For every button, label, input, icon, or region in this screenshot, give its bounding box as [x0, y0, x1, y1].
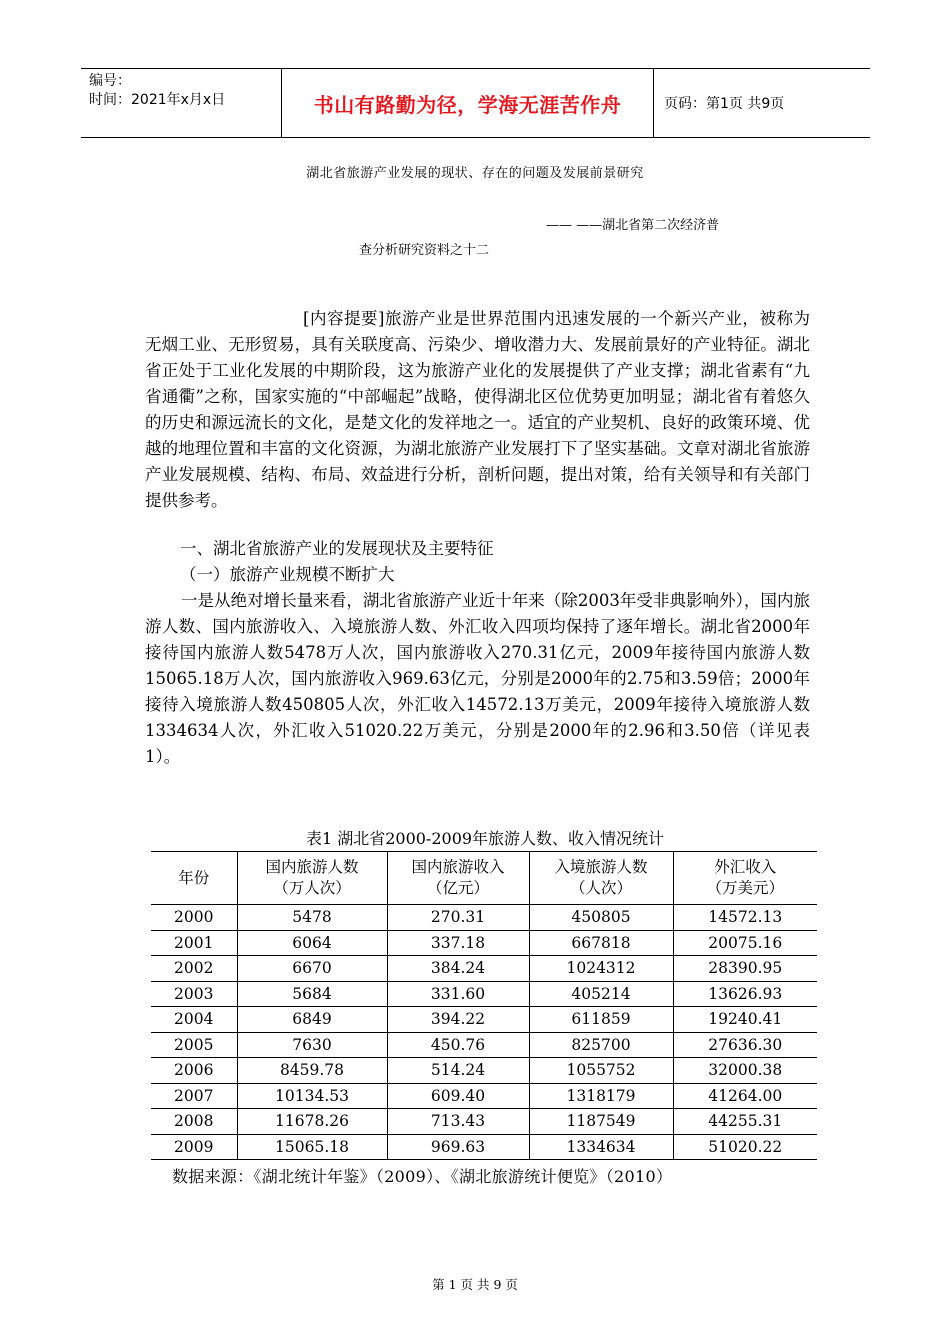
cell-domestic-revenue: 394.22 [387, 1007, 529, 1033]
cell-year: 2002 [151, 956, 237, 982]
cell-forex-revenue: 27636.30 [673, 1032, 817, 1058]
column-header-domestic-visitors: 国内旅游人数 （万人次） [237, 852, 387, 905]
page-footer: 第 1 页 共 9 页 [432, 1277, 518, 1292]
cell-forex-revenue: 51020.22 [673, 1134, 817, 1160]
cell-year: 2007 [151, 1083, 237, 1109]
cell-forex-revenue: 32000.38 [673, 1058, 817, 1084]
cell-domestic-revenue: 713.43 [387, 1109, 529, 1135]
table-header-row [151, 852, 817, 905]
cell-domestic-revenue: 384.24 [387, 956, 529, 982]
table-row [151, 930, 817, 956]
document-subtitle-line1: —— ——湖北省第二次经济普 [546, 218, 720, 233]
cell-domestic-revenue: 450.76 [387, 1032, 529, 1058]
header-page-info: 页码：第1页 共9页 [664, 96, 785, 112]
cell-domestic-visitors: 15065.18 [237, 1134, 387, 1160]
section-heading: 一、湖北省旅游产业的发展现状及主要特征 [180, 539, 494, 558]
cell-forex-revenue: 28390.95 [673, 956, 817, 982]
table-row [151, 1007, 817, 1033]
cell-domestic-revenue: 270.31 [387, 905, 529, 931]
cell-forex-revenue: 13626.93 [673, 981, 817, 1007]
cell-domestic-revenue: 337.18 [387, 930, 529, 956]
table-caption: 表1 湖北省2000-2009年旅游人数、收入情况统计 [305, 829, 665, 848]
cell-year: 2008 [151, 1109, 237, 1135]
body-paragraph: 一是从绝对增长量来看，湖北省旅游产业近十年来（除2003年受非典影响外），国内旅游人数、国内旅游收入、入境旅游人数、外汇收入四项均保持了逐年增长。湖北省2000年接待国内旅游人数5478万人次，国内旅游收入270.31亿元，2009年接待国内旅游人数15065.18万人次，国内旅游收入969.63亿元，分别是2000年的2.75和3.59倍；2000年接待入境旅游人数450805人次，外汇收入14572.13万美元，2009年接待入境旅游人数1334634人次，外汇收入51020.22万美元，分别是2000年的2.96和3.50倍（详见表1）。 [145, 591, 810, 766]
cell-inbound-visitors: 1024312 [529, 956, 673, 982]
cell-domestic-visitors: 5478 [237, 905, 387, 931]
abstract-paragraph: [内容提要]旅游产业是世界范围内迅速发展的一个新兴产业，被称为无烟工业、无形贸易，具有关联度高、污染少、增收潜力大、发展前景好的产业特征。湖北省正处于工业化发展的中期阶段，这为旅游产业化的发展提供了产业支撑；湖北省素有“九省通衢”之称，国家实施的“中部崛起”战略，使得湖北区位优势更加明显；湖北省有着悠久的历史和源远流长的文化，是楚文化的发祥地之一。适宜的产业契机、良好的政策环境、优越的地理位置和丰富的文化资源，为湖北旅游产业发展打下了坚实基础。文章对湖北省旅游产业发展规模、结构、布局、效益进行分析，剖析问题，提出对策，给有关领导和有关部门提供参考。 [145, 309, 810, 510]
cell-domestic-visitors: 8459.78 [237, 1058, 387, 1084]
table-row [151, 1058, 817, 1084]
header-meta [81, 69, 282, 137]
cell-forex-revenue: 20075.16 [673, 930, 817, 956]
cell-year: 2006 [151, 1058, 237, 1084]
table-row [151, 1109, 817, 1135]
cell-forex-revenue: 19240.41 [673, 1007, 817, 1033]
cell-inbound-visitors: 825700 [529, 1032, 673, 1058]
column-header-year: 年份 [151, 852, 237, 905]
cell-inbound-visitors: 405214 [529, 981, 673, 1007]
cell-year: 2009 [151, 1134, 237, 1160]
cell-forex-revenue: 41264.00 [673, 1083, 817, 1109]
header-motto: 书山有路勤为径，学海无涯苦作舟 [282, 69, 654, 137]
cell-domestic-visitors: 10134.53 [237, 1083, 387, 1109]
column-header-domestic-revenue: 国内旅游收入 （亿元） [387, 852, 529, 905]
cell-inbound-visitors: 667818 [529, 930, 673, 956]
cell-domestic-revenue: 609.40 [387, 1083, 529, 1109]
cell-year: 2005 [151, 1032, 237, 1058]
table-row [151, 1083, 817, 1109]
cell-year: 2004 [151, 1007, 237, 1033]
cell-domestic-revenue: 331.60 [387, 981, 529, 1007]
time-label: 时间：2021年x月x日 [89, 92, 226, 108]
cell-forex-revenue: 44255.31 [673, 1109, 817, 1135]
cell-domestic-visitors: 6849 [237, 1007, 387, 1033]
document-subtitle-line2: 查分析研究资料之十二 [359, 243, 490, 258]
table-row [151, 1032, 817, 1058]
cell-domestic-visitors: 6064 [237, 930, 387, 956]
cell-year: 2003 [151, 981, 237, 1007]
table-row [151, 981, 817, 1007]
cell-domestic-revenue: 969.63 [387, 1134, 529, 1160]
cell-inbound-visitors: 1055752 [529, 1058, 673, 1084]
cell-inbound-visitors: 611859 [529, 1007, 673, 1033]
column-header-forex-revenue: 外汇收入 （万美元） [673, 852, 817, 905]
cell-domestic-visitors: 11678.26 [237, 1109, 387, 1135]
cell-domestic-revenue: 514.24 [387, 1058, 529, 1084]
cell-domestic-visitors: 5684 [237, 981, 387, 1007]
cell-inbound-visitors: 1187549 [529, 1109, 673, 1135]
document-title: 湖北省旅游产业发展的现状、存在的问题及发展前景研究 [306, 166, 644, 181]
cell-forex-revenue: 14572.13 [673, 905, 817, 931]
table-row [151, 1134, 817, 1160]
table-body [151, 905, 817, 1160]
cell-inbound-visitors: 1334634 [529, 1134, 673, 1160]
cell-inbound-visitors: 1318179 [529, 1083, 673, 1109]
cell-domestic-visitors: 7630 [237, 1032, 387, 1058]
cell-domestic-visitors: 6670 [237, 956, 387, 982]
tourism-statistics-table [151, 851, 817, 1160]
cell-inbound-visitors: 450805 [529, 905, 673, 931]
data-source-note: 数据来源：《湖北统计年鉴》（2009）、《湖北旅游统计便览》（2010） [172, 1167, 673, 1186]
page-header [81, 68, 870, 138]
cell-year: 2000 [151, 905, 237, 931]
subsection-heading: （一）旅游产业规模不断扩大 [180, 565, 395, 584]
table-row [151, 905, 817, 931]
number-label: 编号： [89, 73, 131, 89]
cell-year: 2001 [151, 930, 237, 956]
column-header-inbound-visitors: 入境旅游人数 （人次） [529, 852, 673, 905]
table-row [151, 956, 817, 982]
